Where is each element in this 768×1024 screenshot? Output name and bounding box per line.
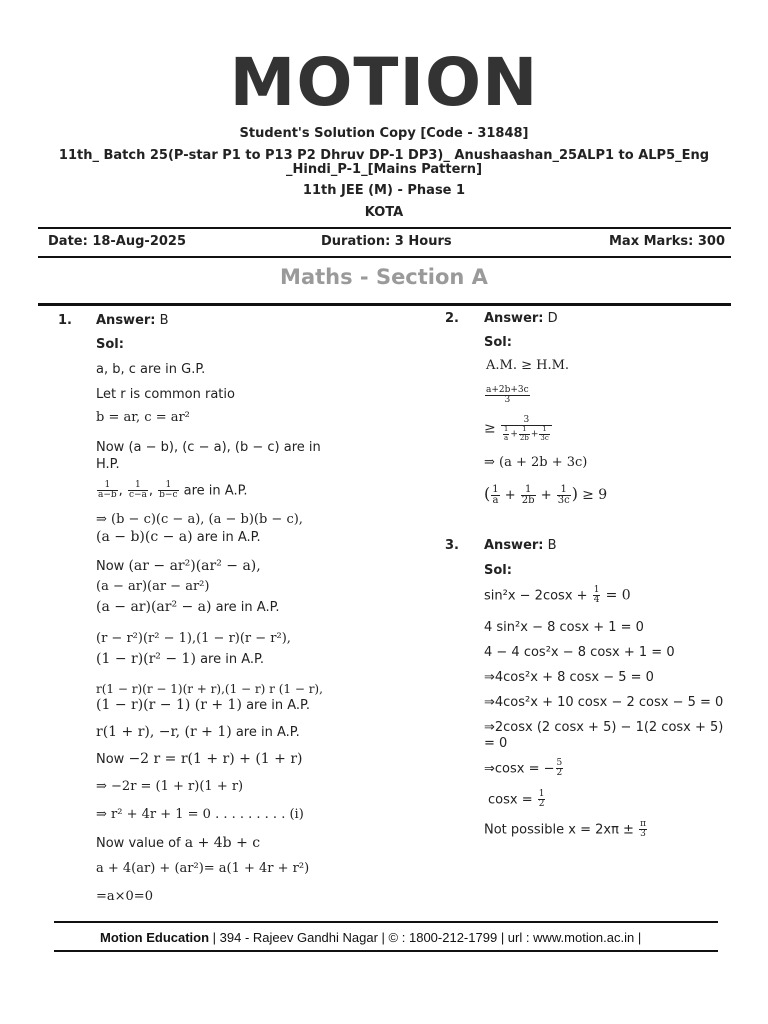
question-number: 2. — [445, 311, 459, 326]
sol-line: ⇒ r² + 4r + 1 = 0 . . . . . . . . . (i) — [96, 807, 304, 822]
max-marks: Max Marks: 300 — [609, 234, 725, 249]
sol-text: are in A.P. — [246, 698, 310, 713]
sol-line — [484, 416, 553, 442]
fraction: 3 $\frac{1}{a}$ + $\frac{1}{2b}$ + $\frac{1}{3c}$ — [501, 416, 552, 442]
sol-text: Now value of — [96, 836, 181, 851]
sol-line: ⇒4cos²x + 10 cosx − 2 cosx − 5 = 0 — [484, 695, 724, 710]
sol-math: −2 r = r(1 + r) + (1 + r) — [128, 751, 303, 767]
sol-math: a + 4b + c — [184, 835, 261, 851]
sol-line: Not possible x = 2xπ ± $\frac{\pi}{3}$ — [484, 819, 646, 840]
sol-text: are in A.P. — [215, 600, 280, 615]
sol-text: Now — [96, 752, 125, 767]
question-number: 1. — [58, 313, 72, 328]
batch-line-1: 11th_ Batch 25(P-star P1 to P13 P2 Dhruv DP-1 DP3)_ Anushaashan_25ALP1 to ALP5_Eng — [58, 148, 710, 163]
footer-brand: Motion Education — [100, 930, 210, 945]
sol-line: ⇒4cos²x + 8 cosx − 5 = 0 — [484, 670, 654, 685]
sol-math: (a − ar)(ar² − a) — [96, 599, 212, 615]
sol-math: (ar − ar²)(ar² − a), — [128, 558, 261, 574]
sol-line: b = ar, c = ar² — [96, 410, 190, 425]
sol-math: (a − b)(c − a) — [96, 529, 193, 545]
sol-math: (1 − r)(r − 1) (r + 1) — [96, 697, 242, 713]
centre-name: KOTA — [364, 205, 404, 220]
logo-text: MOTION — [229, 44, 539, 121]
sol-line — [96, 697, 310, 713]
fraction: $\frac{1}{c-a}$ — [128, 480, 147, 501]
answer-label: Answer: — [484, 311, 544, 326]
answer-value: B — [547, 538, 557, 553]
sol-label: Sol: — [484, 335, 512, 350]
sol-text: are in A.P. — [183, 483, 248, 499]
sol-text: Now — [96, 559, 125, 574]
answer-label: Answer: — [96, 313, 156, 328]
sol-label: Sol: — [484, 563, 512, 578]
sol-label: Sol: — [96, 337, 124, 352]
header-rule-top — [38, 227, 731, 229]
phone-icon: © — [388, 930, 399, 945]
header-rule-bottom — [38, 256, 731, 258]
sol-line: H.P. — [96, 457, 120, 472]
sol-line: $\frac{1}{a-b}$ , $\frac{1}{c-a}$ , $\frac{1}{b-c}$ are in A.P. — [98, 480, 248, 501]
sol-line: sin²x − 2cosx + $\frac{1}{4}$ = 0 — [484, 585, 631, 606]
exam-name: 11th JEE (M) - Phase 1 — [302, 183, 466, 198]
batch-line-2: _Hindi_P-1_[Mains Pattern] — [285, 162, 483, 177]
footer-phone: : 1800-212-1799 — [401, 930, 498, 945]
sol-math: = 0 — [605, 587, 631, 604]
sol-line: ( $\frac{1}{a}$ + $\frac{1}{2b}$ + $\frac{1}{3c}$ ) ≥ 9 — [484, 483, 608, 506]
sol-text: are in A.P. — [235, 725, 300, 740]
sol-line: ⇒ −2r = (1 + r)(1 + r) — [96, 779, 244, 794]
footer-rule-bottom — [54, 950, 718, 952]
sol-text: Not possible x = 2xπ ± — [484, 822, 634, 838]
sol-line — [96, 651, 264, 667]
section-title: Maths - Section A — [280, 265, 488, 289]
sol-text: cosx = — [488, 792, 533, 808]
fraction: $\frac{a+2b+3c}{3}$ — [486, 385, 529, 406]
sol-line: ⇒ (a + 2b + 3c) — [484, 455, 588, 470]
sol-line: ⇒ (b − c)(c − a), (a − b)(b − c), — [96, 512, 303, 527]
sol-line: (a − ar)(ar − ar²) — [96, 579, 210, 594]
sol-line: ⇒cosx = − $\frac{5}{2}$ — [484, 758, 563, 779]
sol-line — [96, 724, 300, 740]
sol-line — [96, 558, 261, 574]
answer-line — [484, 311, 558, 326]
sol-math: r(1 + r), −r, (r + 1) — [96, 724, 232, 740]
sol-line: (r − r²)(r² − 1),(1 − r)(r − r²), — [96, 631, 291, 646]
sol-line — [484, 386, 531, 406]
sol-text: sin²x − 2cosx + — [484, 588, 588, 604]
sol-line: r(1 − r)(r − 1)(r + r),(1 − r) r (1 − r), — [96, 682, 323, 696]
sol-line — [96, 835, 260, 851]
solution-copy-code: Student's Solution Copy [Code - 31848] — [239, 126, 529, 141]
sol-line: =a×0=0 — [96, 889, 153, 904]
footer-rule-top — [54, 921, 718, 923]
answer-line — [96, 313, 169, 328]
sol-line — [96, 751, 303, 767]
sol-line: 4 − 4 cos²x − 8 cosx + 1 = 0 — [484, 645, 675, 660]
sol-math: ≥ — [484, 420, 496, 437]
section-rule — [38, 303, 731, 306]
sol-line — [96, 599, 280, 615]
answer-value: B — [159, 313, 169, 328]
sol-line: a + 4(ar) + (ar²)= a(1 + 4r + r²) — [96, 861, 310, 876]
answer-line — [484, 538, 557, 553]
exam-duration: Duration: 3 Hours — [321, 234, 452, 249]
fraction: $\frac{1}{b-c}$ — [159, 480, 178, 501]
sol-line: 4 sin²x − 8 cosx + 1 = 0 — [484, 620, 644, 635]
footer-url[interactable]: | url : www.motion.ac.in | — [500, 930, 642, 945]
sol-text: ⇒cosx = − — [484, 761, 555, 777]
exam-date: Date: 18-Aug-2025 — [48, 234, 187, 249]
sol-text: are in A.P. — [196, 530, 261, 545]
sol-line: A.M. ≥ H.M. — [486, 358, 570, 373]
answer-value: D — [547, 311, 558, 326]
footer — [100, 930, 641, 945]
sol-line: a, b, c are in G.P. — [96, 362, 206, 377]
sol-line: Now (a − b), (c − a), (b − c) are in — [96, 440, 321, 455]
footer-address: | 394 - Rajeev Gandhi Nagar | — [212, 930, 385, 945]
question-number: 3. — [445, 538, 459, 553]
sol-math: ≥ 9 — [582, 487, 608, 503]
sol-line: cosx = $\frac{1}{2}$ — [488, 789, 545, 810]
fraction: $\frac{1}{a-b}$ — [98, 480, 117, 501]
sol-text: are in A.P. — [200, 652, 264, 667]
sol-line: = 0 — [484, 736, 508, 751]
sol-line: Let r is common ratio — [96, 387, 235, 402]
sol-line: ⇒2cosx (2 cosx + 5) − 1(2 cosx + 5) — [484, 720, 724, 735]
sol-math: (1 − r)(r² − 1) — [96, 651, 196, 667]
sol-line — [96, 529, 261, 545]
motion-logo — [0, 44, 768, 121]
answer-label: Answer: — [484, 538, 544, 553]
